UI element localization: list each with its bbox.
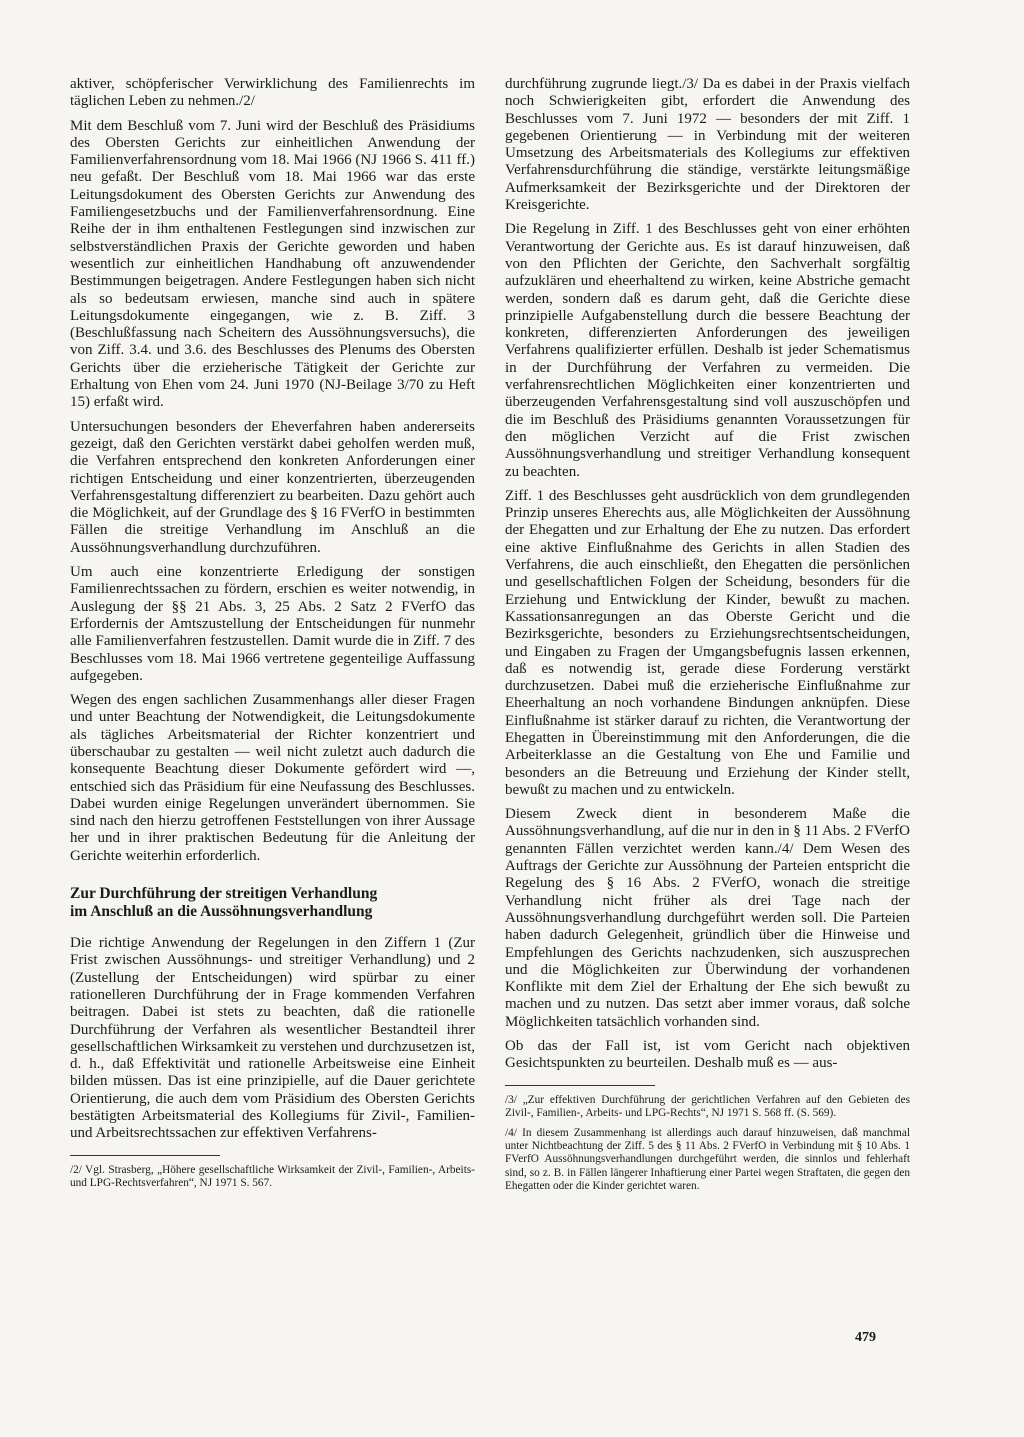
paragraph: Wegen des engen sachlichen Zusammenhangs aller dieser Fragen und unter Beachtung der Notwendigkeit, die Leitungsdokumente als tägliches Arbeitsmaterial der Richter konzentriert und überschaubar zu gestalten — weil nicht zuletzt auch dadurch die konsequente Beachtung dieser Dokumente gefördert wird —, entschied sich das Präsidium für eine Neufassung des Beschlusses. Dabei wurden einige Regelungen unverändert übernommen. Sie sind nach den hierzu getroffenen Feststellungen von ihrer Aussage her und in ihrer praktischen Bedeutung für die Anleitung der Gerichte weiterhin erforderlich. [70,692,475,864]
paragraph: Die Regelung in Ziff. 1 des Beschlusses geht von einer erhöhten Verantwortung der Gerichte aus. Es ist darauf hinzuweisen, daß von den Pflichten der Gerichte, den Sachverhalt sorgfältig aufzuklären und eheerhaltend zu wirken, keine Abstriche gemacht werden, sondern daß es darum geht, daß die Gerichte diese prinzipielle Aufgabenstellung durch die bessere Beachtung der konkreten, differenzierten Anforderungen des jeweiligen Verfahrens qualifizierter erfüllen. Deshalb ist jeder Schematismus in der Durchführung der Verfahren zu vermeiden. Die verfahrensrechtlichen Möglichkeiten einer konzentrierten und überzeugenden Verfahrensgestaltung sind voll auszuschöpfen und die im Beschluß des Präsidiums genannten Voraussetzungen für den möglichen Verzicht auf die Frist zwischen Aussöhnungsverhandlung und streitiger Verhandlung konsequent zu beachten. [505,221,910,480]
footnote-divider [505,1085,655,1086]
left-column [70,76,475,1197]
paragraph: Ob das der Fall ist, ist vom Gericht nach objektiven Gesichtspunkten zu beurteilen. Deshalb muß es — aus- [505,1038,910,1072]
section-heading-line-2: im Anschluß an die Aussöhnungsverhandlung [70,903,373,921]
paragraph: durchführung zugrunde liegt./3/ Da es dabei in der Praxis vielfach noch Schwierigkeiten gibt, erfordert die Anwendung des Beschlusses vom 7. Juni 1972 — besonders der mit Ziff. 1 gegebenen Orientierung — in Verbindung mit der weiteren Umsetzung des Arbeitsmaterials des Kollegiums zur effektiven Verfahrensdurchführung die ständige, verstärkte leitungsmäßige Aufmerksamkeit der Bezirksgerichte und der Direktoren der Kreisgerichte. [505,76,910,214]
right-column [505,76,910,1200]
paragraph: Ziff. 1 des Beschlusses geht ausdrücklich von dem grundlegenden Prinzip unseres Eherechts aus, alle Möglichkeiten der Aussöhnung der Ehegatten und zur Erhaltung der Ehe zu nutzen. Das erfordert eine aktive Einflußnahme des Gerichts in allen Stadien des Verfahrens, die auch einschließt, den Ehegatten die persönlichen und gesellschaftlichen Folgen der Scheidung, besonders für die Erziehung und Entwicklung der Kinder, bewußt zu machen. Kassationsanregungen an das Oberste Gericht und die Bezirksgerichte, besonders zu Erziehungsrechtsentscheidungen, und Eingaben zu Fragen der Umgangsbefugnis lassen erkennen, daß es notwendig ist, gerade diese Forderung verstärkt durchzusetzen. Dabei muß die erzieherische Einflußnahme zur Eheerhaltung an noch vorhandene Bindungen anknüpfen. Diese Einflußnahme ist stärker darauf zu richten, die Verantwortung der Ehegatten in Übereinstimmung mit den Anforderungen, die die Arbeiterklasse an die Gestaltung von Ehe und Familie und besonders an die Betreuung und Erziehung der Kinder stellt, bewußt zu machen und zu entwickeln. [505,487,910,798]
footnote-4: /4/ In diesem Zusammenhang ist allerdings auch darauf hinzuweisen, daß manchmal unter Nichtbeachtung der Ziff. 5 des § 11 Abs. 2 FVerfO in Verbindung mit § 10 Abs. 1 FVerfO Aussöhnungsverhandlungen durchgeführt werden, die sinnlos und fehlerhaft sind, so z. B. in Fällen längerer Inhaftierung einer Partei wegen Straftaten, die gegen den Ehegatten oder die Kinder gerichtet waren. [505,1127,910,1192]
section-heading-line-1: Zur Durchführung der streitigen Verhandlung [70,885,378,903]
footnote-divider [70,1155,220,1156]
paragraph: Die richtige Anwendung der Regelungen in den Ziffern 1 (Zur Frist zwischen Aussöhnungs- und streitiger Verhandlung) und 2 (Zustellung der Entscheidungen) wird spürbar zu einer rationelleren Durchführung der in Frage kommenden Verfahren beitragen. Dabei ist stets zu beachten, daß die rationelle Durchführung der Verfahren als wesentlicher Bestandteil ihrer gesellschaftlichen Wirksamkeit zu verstehen und durchzusetzen ist, d. h., daß Effektivität und rationelle Arbeitsweise eine Einheit bilden müssen. Das ist eine prinzipielle, auf die Dauer gerichtete Orientierung, die auch dem vom Präsidium des Obersten Gerichts bestätigten Arbeitsmaterial des Kollegiums für Zivil-, Familien- und Arbeitsrechtssachen zur effektiven Verfahrens- [70,935,475,1142]
paragraph: Mit dem Beschluß vom 7. Juni wird der Beschluß des Präsidiums des Obersten Gerichts zur einheitlichen Anwendung der Familienverfahrensordnung vom 18. Mai 1966 (NJ 1966 S. 411 ff.) neu gefaßt. Der Beschluß vom 18. Mai 1966 war das erste Leitungsdokument des Obersten Gerichts zur Anwendung des Familiengesetzbuchs und der Familienverfahrensordnung. Eine Reihe der in ihm enthaltenen Festlegungen sind inzwischen zur selbstverständlichen Praxis der Gerichte geworden und haben wesentlich zur einheitlichen Handhabung oft anzuwendender Bestimmungen beigetragen. Andere Festlegungen haben sich nicht als so bedeutsam erwiesen, manche sind auch in spätere Leitungsdokumente eingegangen, wie z. B. Ziff. 3 (Beschlußfassung nach Scheitern des Aussöhnungsversuchs), die von Ziff. 3.4. und 3.6. des Beschlusses des Plenums des Obersten Gerichts über die erzieherische Tätigkeit der Gerichte zur Erhaltung von Ehen vom 24. Juni 1970 (NJ-Beilage 3/70 zu Heft 15) erfaßt wird. [70,117,475,411]
paragraph: Untersuchungen besonders der Eheverfahren haben andererseits gezeigt, daß den Gerichten verstärkt dabei geholfen werden muß, die Verfahren entsprechend den konkreten Anforderungen einer richtigen Entscheidung und einer konzentrierten, überzeugenden Verfahrensgestaltung differenziert zu bearbeiten. Dazu gehört auch die Möglichkeit, auf der Grundlage des § 16 FVerfO in bestimmten Fällen die streitige Verhandlung im Anschluß an die Aussöhnungsverhandlung durchzuführen. [70,418,475,556]
section-heading [70,885,475,921]
footnote-3: /3/ „Zur effektiven Durchführung der gerichtlichen Verfahren auf den Gebieten des Zivil-, Familien-, Arbeits- und LPG-Rechts“, NJ 1971 S. 568 ff. (S. 569). [505,1093,910,1119]
paragraph: Diesem Zweck dient in besonderem Maße die Aussöhnungsverhandlung, auf die nur in den in § 11 Abs. 2 FVerfO genannten Fällen verzichtet werden kann./4/ Dem Wesen des Auftrags der Gerichte zur Aussöhnung der Parteien entspricht die Regelung des § 16 Abs. 2 FVerfO, wonach die streitige Verhandlung nicht früher als drei Tage nach der Aussöhnungsverhandlung durchgeführt werden soll. Die Parteien haben dadurch Gelegenheit, gründlich über die Hinweise und Empfehlungen des Gerichts nachzudenken, sich auszusprechen und die Möglichkeiten zur Überwindung der vorhandenen Konflikte mit dem Ziel der Erhaltung der Ehe sich bewußt zu machen und zu nutzen. Das setzt aber immer voraus, daß solche Möglichkeiten tatsächlich vorhanden sind. [505,806,910,1030]
page-number: 479 [855,1330,876,1345]
paragraph: Um auch eine konzentrierte Erledigung der sonstigen Familienrechtssachen zu fördern, erschien es weiter notwendig, in Auslegung der §§ 21 Abs. 3, 25 Abs. 2 Satz 2 FVerfO das Erfordernis der Amtszustellung der Entscheidungen für nunmehr alle Familienverfahren festzustellen. Damit wurde die in Ziff. 7 des Beschlusses vom 18. Mai 1966 vertretene gegenteilige Auffassung aufgegeben. [70,564,475,684]
footnote-2: /2/ Vgl. Strasberg, „Höhere gesellschaftliche Wirksamkeit der Zivil-, Familien-, Arbeits- und LPG-Rechtsverfahren“, NJ 1971 S. 567. [70,1163,475,1189]
paragraph: aktiver, schöpferischer Verwirklichung des Familienrechts im täglichen Leben zu nehmen./2/ [70,76,475,110]
